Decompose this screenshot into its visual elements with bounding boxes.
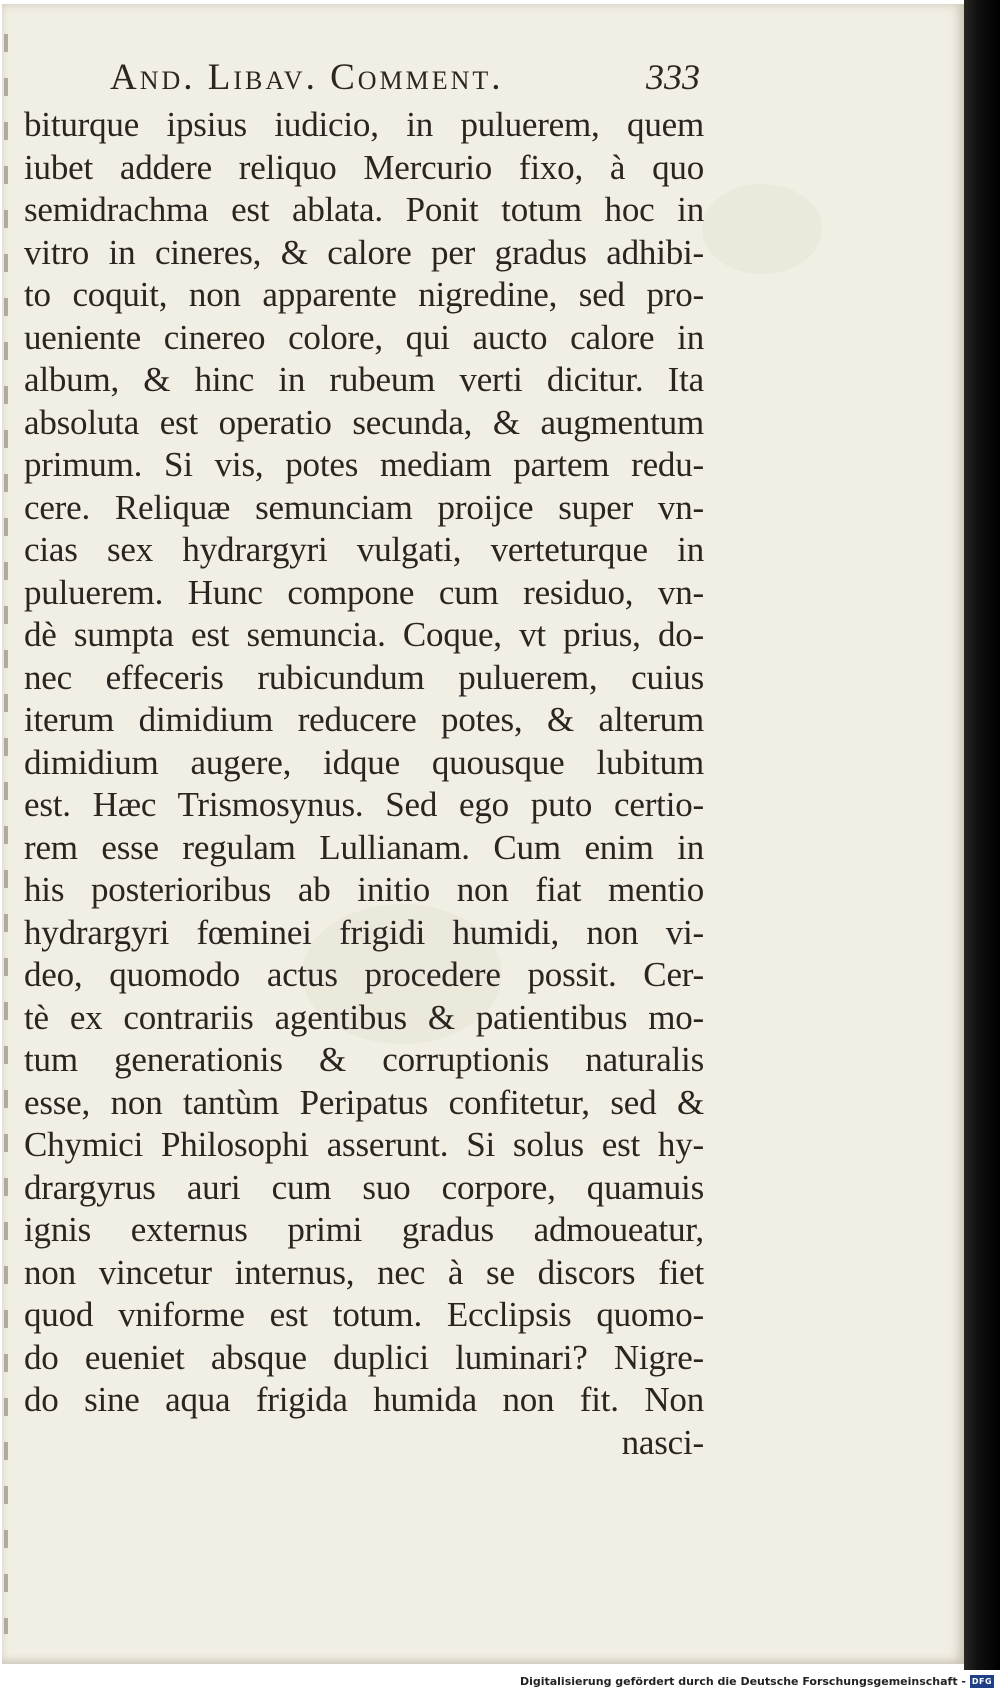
text-line: Chymici Philosophi asserunt. Si solus est hy- xyxy=(24,1125,704,1164)
spine-binding-marks xyxy=(4,34,8,1634)
paper-stain xyxy=(702,184,822,274)
text-line: non vincetur internus, nec à se discors fiet xyxy=(24,1252,704,1292)
text-line: his posterioribus ab initio non fiat mentio xyxy=(24,870,704,909)
text-line: dè sumpta est semuncia. Coque, vt prius, do- xyxy=(24,615,704,654)
text-line: cere. Reliquæ semunciam proijce super vn- xyxy=(24,487,704,527)
text-line: to coquit, non apparente nigredine, sed pro- xyxy=(24,275,704,314)
text-line: deo, quomodo actus procedere possit. Cer- xyxy=(24,955,704,994)
text-line: nec effeceris rubicundum puluerem, cuius xyxy=(24,657,704,697)
text-line: esse, non tantùm Peripatus confitetur, sed & xyxy=(24,1082,704,1122)
text-line: rem esse regulam Lullianam. Cum enim in xyxy=(24,827,704,867)
body-text xyxy=(24,104,704,1464)
text-line: est. Hæc Trismosynus. Sed ego puto certio- xyxy=(24,785,704,824)
text-line: hydrargyri fœminei frigidi humidi, non vi- xyxy=(24,912,704,952)
text-line: cias sex hydrargyri vulgati, verteturque in xyxy=(24,530,704,569)
text-line: iubet addere reliquo Mercurio fixo, à quo xyxy=(24,147,704,187)
text-line: tum generationis & corruptionis naturalis xyxy=(24,1040,704,1079)
text-line: biturque ipsius iudicio, in puluerem, quem xyxy=(24,105,704,144)
text-line: puluerem. Hunc compone cum residuo, vn- xyxy=(24,572,704,612)
book-page xyxy=(2,4,967,1664)
text-line: absoluta est operatio secunda, & augmentum xyxy=(24,402,704,442)
text-line: vitro in cineres, & calore per gradus adhibi- xyxy=(24,232,704,272)
running-head: And. Libav. Comment. xyxy=(110,57,504,98)
text-line: semidrachma est ablata. Ponit totum hoc in xyxy=(24,190,704,229)
dfg-logo: DFG xyxy=(971,1677,993,1686)
text-line: quod vniforme est totum. Ecclipsis quomo- xyxy=(24,1295,704,1334)
text-line: ignis externus primi gradus admoueatur, xyxy=(24,1210,704,1249)
page-edge-shadow xyxy=(964,0,1000,1670)
funding-credit: Digitalisierung gefördert durch die Deutsche Forschungsgemeinschaft - xyxy=(519,1675,966,1688)
text-line: do sine aqua frigida humida non fit. Non xyxy=(24,1380,704,1419)
text-line: dimidium augere, idque quousque lubitum xyxy=(24,742,704,782)
text-line: iterum dimidium reducere potes, & alterum xyxy=(24,700,704,739)
catchword: nasci- xyxy=(621,1422,704,1462)
text-line: tè ex contrariis agentibus & patientibus mo- xyxy=(24,997,704,1037)
text-line: album, & hinc in rubeum verti dicitur. Ita xyxy=(24,360,704,399)
page-header xyxy=(110,56,700,106)
text-line: drargyrus auri cum suo corpore, quamuis xyxy=(24,1167,704,1207)
text-line: do eueniet absque duplici luminari? Nigre- xyxy=(24,1337,704,1377)
text-line: ueniente cinereo colore, qui aucto calore in xyxy=(24,317,704,357)
text-line: primum. Si vis, potes mediam partem redu- xyxy=(24,445,704,484)
page-number: 333 xyxy=(646,57,700,97)
footer-bar xyxy=(0,1670,1000,1695)
